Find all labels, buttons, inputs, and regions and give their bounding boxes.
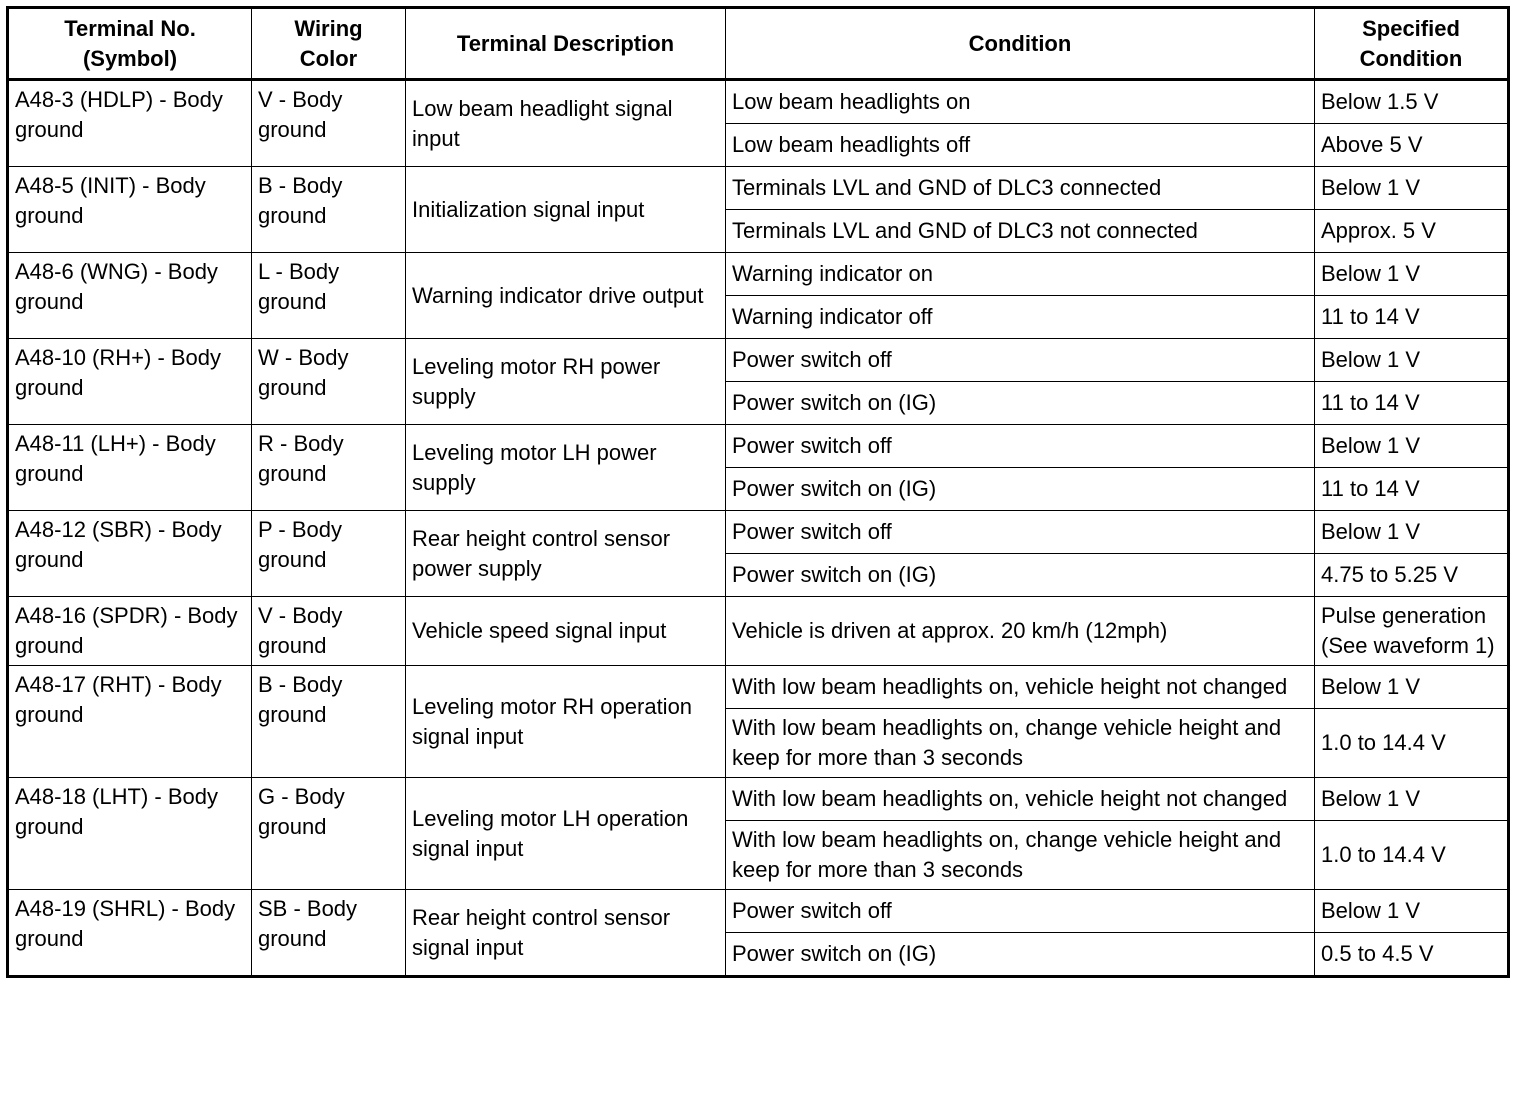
terminal-cell: A48-17 (RHT) - Body ground — [8, 666, 252, 778]
specified-condition-cell: Below 1.5 V — [1315, 80, 1509, 124]
specified-condition-cell: Below 1 V — [1315, 253, 1509, 296]
terminal-cell: A48-12 (SBR) - Body ground — [8, 511, 252, 597]
specified-condition-cell: 11 to 14 V — [1315, 468, 1509, 511]
specified-condition-cell: Below 1 V — [1315, 666, 1509, 709]
condition-cell: Warning indicator off — [726, 296, 1315, 339]
condition-cell: Low beam headlights on — [726, 80, 1315, 124]
specified-condition-cell: Above 5 V — [1315, 124, 1509, 167]
table-row — [8, 597, 1509, 666]
table-row — [8, 167, 1509, 210]
condition-cell: Low beam headlights off — [726, 124, 1315, 167]
terminal-description-cell: Initialization signal input — [406, 167, 726, 253]
wiring-color-cell: W - Body ground — [252, 339, 406, 425]
terminal-spec-table — [6, 6, 1510, 978]
specified-condition-cell: Below 1 V — [1315, 511, 1509, 554]
header-condition: Condition — [726, 8, 1315, 80]
specified-condition-cell: Below 1 V — [1315, 167, 1509, 210]
table-header — [8, 8, 1509, 80]
specified-condition-cell: Approx. 5 V — [1315, 210, 1509, 253]
table-body — [8, 80, 1509, 977]
wiring-color-cell: V - Body ground — [252, 80, 406, 167]
specified-condition-cell: Below 1 V — [1315, 339, 1509, 382]
condition-cell: Power switch off — [726, 425, 1315, 468]
table-row — [8, 425, 1509, 468]
wiring-color-cell: G - Body ground — [252, 778, 406, 890]
header-terminal-description: Terminal Description — [406, 8, 726, 80]
terminal-cell: A48-19 (SHRL) - Body ground — [8, 890, 252, 977]
terminal-cell: A48-10 (RH+) - Body ground — [8, 339, 252, 425]
terminal-description-cell: Leveling motor LH power supply — [406, 425, 726, 511]
terminal-description-cell: Leveling motor RH operation signal input — [406, 666, 726, 778]
specified-condition-cell: 4.75 to 5.25 V — [1315, 554, 1509, 597]
condition-cell: Terminals LVL and GND of DLC3 not connected — [726, 210, 1315, 253]
condition-cell: Power switch on (IG) — [726, 382, 1315, 425]
table-row — [8, 511, 1509, 554]
terminal-cell: A48-18 (LHT) - Body ground — [8, 778, 252, 890]
terminal-description-cell: Leveling motor RH power supply — [406, 339, 726, 425]
specified-condition-cell: 11 to 14 V — [1315, 296, 1509, 339]
specified-condition-cell: Below 1 V — [1315, 890, 1509, 933]
specified-condition-cell: 1.0 to 14.4 V — [1315, 821, 1509, 890]
wiring-color-cell: V - Body ground — [252, 597, 406, 666]
terminal-description-cell: Warning indicator drive output — [406, 253, 726, 339]
terminal-cell: A48-11 (LH+) - Body ground — [8, 425, 252, 511]
terminal-cell: A48-16 (SPDR) - Body ground — [8, 597, 252, 666]
condition-cell: Power switch on (IG) — [726, 468, 1315, 511]
terminal-cell: A48-6 (WNG) - Body ground — [8, 253, 252, 339]
specified-condition-cell: 11 to 14 V — [1315, 382, 1509, 425]
specified-condition-cell: Pulse generation (See waveform 1) — [1315, 597, 1509, 666]
wiring-color-cell: P - Body ground — [252, 511, 406, 597]
table-row — [8, 253, 1509, 296]
specified-condition-cell: 0.5 to 4.5 V — [1315, 933, 1509, 977]
condition-cell: Vehicle is driven at approx. 20 km/h (12mph) — [726, 597, 1315, 666]
table-row — [8, 778, 1509, 821]
terminal-description-cell: Low beam headlight signal input — [406, 80, 726, 167]
wiring-color-cell: B - Body ground — [252, 666, 406, 778]
terminal-cell: A48-3 (HDLP) - Body ground — [8, 80, 252, 167]
terminal-description-cell: Vehicle speed signal input — [406, 597, 726, 666]
table-row — [8, 890, 1509, 933]
specified-condition-cell: Below 1 V — [1315, 425, 1509, 468]
wiring-color-cell: B - Body ground — [252, 167, 406, 253]
condition-cell: Power switch on (IG) — [726, 554, 1315, 597]
condition-cell: With low beam headlights on, change vehicle height and keep for more than 3 seconds — [726, 709, 1315, 778]
terminal-description-cell: Rear height control sensor signal input — [406, 890, 726, 977]
condition-cell: Power switch off — [726, 511, 1315, 554]
header-wiring-color: Wiring Color — [252, 8, 406, 80]
condition-cell: With low beam headlights on, vehicle height not changed — [726, 666, 1315, 709]
terminal-cell: A48-5 (INIT) - Body ground — [8, 167, 252, 253]
header-row — [8, 8, 1509, 80]
wiring-color-cell: R - Body ground — [252, 425, 406, 511]
specified-condition-cell: 1.0 to 14.4 V — [1315, 709, 1509, 778]
wiring-color-cell: SB - Body ground — [252, 890, 406, 977]
condition-cell: Power switch off — [726, 339, 1315, 382]
header-terminal-no: Terminal No. (Symbol) — [8, 8, 252, 80]
condition-cell: Power switch off — [726, 890, 1315, 933]
table-row — [8, 80, 1509, 124]
specified-condition-cell: Below 1 V — [1315, 778, 1509, 821]
condition-cell: Power switch on (IG) — [726, 933, 1315, 977]
wiring-color-cell: L - Body ground — [252, 253, 406, 339]
table-row — [8, 339, 1509, 382]
condition-cell: With low beam headlights on, change vehicle height and keep for more than 3 seconds — [726, 821, 1315, 890]
terminal-description-cell: Rear height control sensor power supply — [406, 511, 726, 597]
condition-cell: Terminals LVL and GND of DLC3 connected — [726, 167, 1315, 210]
terminal-description-cell: Leveling motor LH operation signal input — [406, 778, 726, 890]
condition-cell: Warning indicator on — [726, 253, 1315, 296]
condition-cell: With low beam headlights on, vehicle height not changed — [726, 778, 1315, 821]
header-specified-condition: Specified Condition — [1315, 8, 1509, 80]
table-row — [8, 666, 1509, 709]
